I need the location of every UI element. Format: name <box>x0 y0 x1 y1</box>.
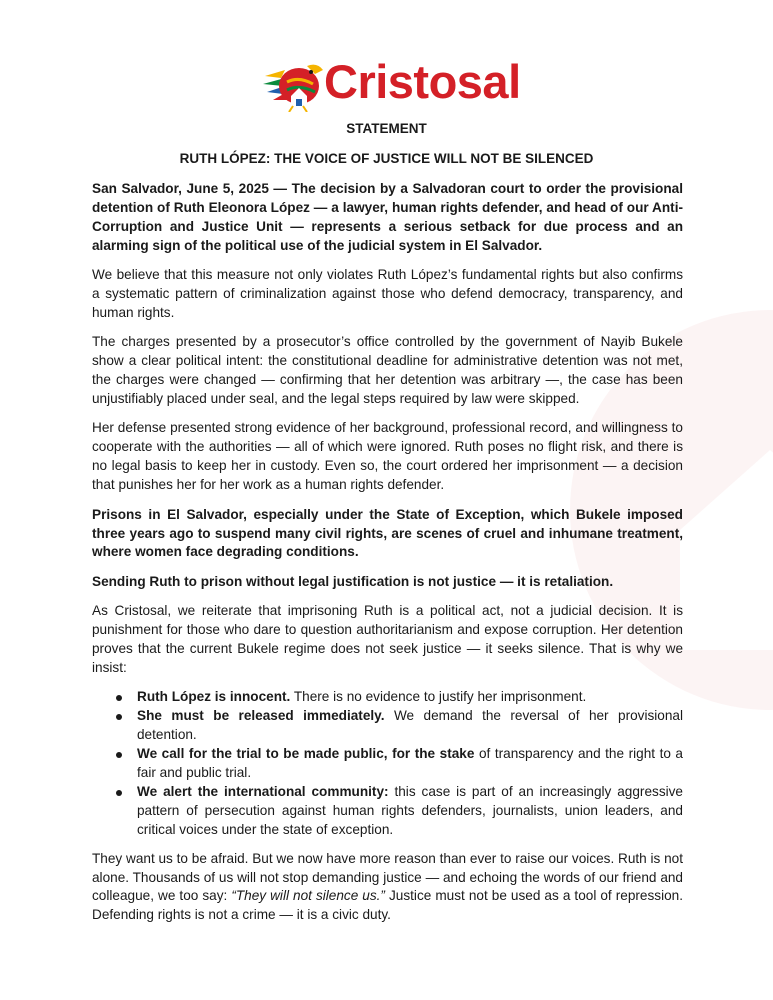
bold-paragraph: Sending Ruth to prison without legal justification is not justice — it is retaliation. <box>92 573 614 589</box>
closing-paragraph <box>92 850 683 926</box>
closing-quote: “They will not silence us.” <box>231 888 385 904</box>
bold-paragraph: Prisons in El Salvador, especially under the State of Exception, which Bukele imposed three years ago to suspend many civil rights, are scenes of cruel and inhumane treatment, where women face degrading conditions. <box>92 506 683 560</box>
bullet-icon <box>116 695 122 701</box>
list-item-text: this case is part of an increasingly aggressive pattern of persecution against human rights defenders, journalists, union leaders, and critical voices under the state of exception. <box>137 783 683 837</box>
list-item-bold: She must be released immediately. <box>137 708 385 724</box>
document-type-label: STATEMENT <box>346 121 427 136</box>
lead-paragraph: San Salvador, June 5, 2025 — The decision by a Salvadoran court to order the provisional detention of Ruth Eleonora López — a lawyer, human rights defender, and head of our Anti-Corruption and Justice Unit — represents a serious setback for due process and an alarming sign of the political use of the judicial system in El Salvador. <box>92 181 683 253</box>
paragraph: The charges presented by a prosecutor’s office controlled by the government of Nayib Bukele show a clear political intent: the constitutional deadline for administrative detention was not met, the charges were changed — confirming that her detention was arbitrary —, the case has been unjustifiably placed under seal, and the legal steps required by law were skipped. <box>92 334 683 407</box>
closing-text-end: Justice must not be used as a tool of repression. Defending rights is not a crime — it is a civic duty. <box>92 888 683 923</box>
list-item <box>92 688 683 707</box>
demands-list <box>92 688 683 839</box>
paragraph: As Cristosal, we reiterate that imprisoning Ruth is a political act, not a judicial decision. It is punishment for those who dare to question authoritarianism and expose corruption. Her detention proves that the current Bukele regime does not seek justice — it seeks silence. That is why we insist: <box>92 603 683 675</box>
closing-text: They want us to be afraid. But we now have more reason than ever to raise our voices. Ruth is not alone. Thousands of us will not stop demanding justice — and echoing the words of our friend and colleague, we too say: <box>92 850 683 904</box>
list-item <box>92 745 683 783</box>
logo <box>0 52 773 116</box>
paragraph: We believe that this measure not only violates Ruth López’s fundamental rights but also confirms a systematic pattern of criminalization against those who defend democracy, transparency, and human rights. <box>92 267 683 320</box>
list-item-text: of transparency and the right to a fair and public trial. <box>137 746 683 780</box>
paragraph: Her defense presented strong evidence of her background, professional record, and willingness to cooperate with the authorities — all of which were ignored. Ruth poses no flight risk, and there is no legal basis to keep her in custody. Even so, the court ordered her imprisonment — a decision that punishes her for her work as a human rights defender. <box>92 420 683 493</box>
list-item-bold: We call for the trial to be made public, for the stake <box>137 746 475 762</box>
brand-name: Cristosal <box>324 55 521 108</box>
statement-title: RUTH LÓPEZ: THE VOICE OF JUSTICE WILL NOT BE SILENCED <box>179 151 594 166</box>
list-item-bold: We alert the international community: <box>137 783 389 799</box>
bullet-icon <box>116 790 122 796</box>
list-item-bold: Ruth López is innocent. <box>137 689 291 705</box>
bullet-icon <box>116 752 122 758</box>
bird-house-icon <box>263 56 325 112</box>
list-item <box>92 707 683 745</box>
list-item-text: We demand the reversal of her provisional detention. <box>137 708 683 743</box>
bullet-icon <box>116 714 122 720</box>
list-item <box>92 783 683 840</box>
statement-body <box>92 180 683 936</box>
list-item-text: There is no evidence to justify her imprisonment. <box>290 689 587 705</box>
